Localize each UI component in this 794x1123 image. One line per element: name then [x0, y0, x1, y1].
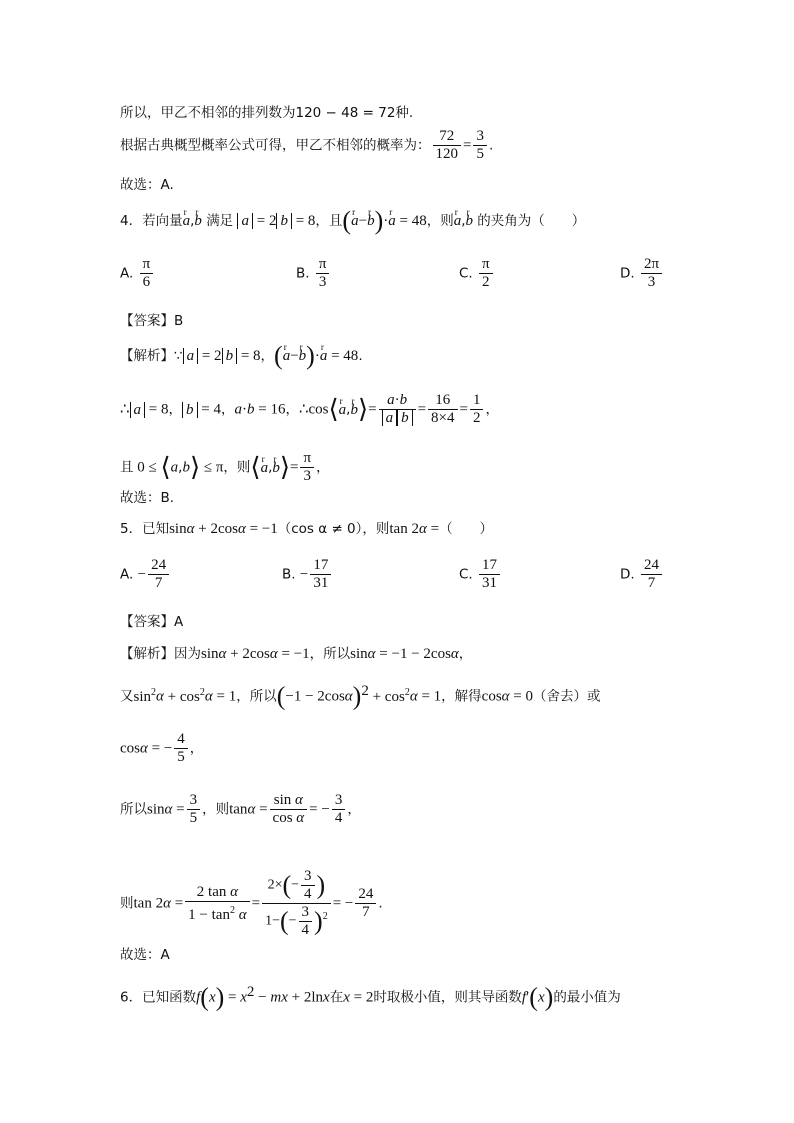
option-c: C. $\frac{\pi}{2}$ — [459, 256, 495, 291]
solution-line: 根据古典概型概率公式可得，甲乙不相邻的概率为： $\frac{72}{120}$ = $\frac{3}{5}$ . — [120, 128, 494, 162]
fraction: $\frac{72}{120}$ — [433, 128, 462, 163]
fraction: $\frac{3}{5}$ — [473, 128, 487, 163]
option-d: D. $\frac{2\pi}{3}$ — [620, 256, 664, 291]
option-a: A. − $\frac{24}{7}$ — [120, 557, 171, 592]
analysis-line: 【解析】∵ a = 2 b = 8，(r a−r b)·r a = 48. — [120, 346, 363, 366]
question-4-stem: 4．若向量r a,r b 满足 a = 2 b = 8，且(r a−r b)·r a = 48，则r a,r b 的夹角为（ ） — [120, 211, 585, 231]
answer-label: 【答案】B — [120, 313, 184, 329]
choice-line: 故选：A — [120, 947, 170, 963]
analysis-line: 【解析】因为sinα + 2cosα = −1，所以sinα = −1 − 2cosα， — [120, 646, 473, 662]
answer-label: 【答案】A — [120, 614, 184, 630]
question-6-stem: 6．已知函数$f(x) = x^2$ − mx + 2lnx在x = 2时取极小值，则其导函数f′(x)的最小值为 — [120, 982, 621, 1012]
analysis-line: 又$\sin^2\alpha + \cos^2\alpha = 1$，所以$(-1 - 2\cos\alpha)^2 + \cos^2\alpha = 1$，解得cosα = 0（舍去）或 — [120, 681, 601, 711]
question-5-stem: 5．已知sinα + 2cosα = −1（cos α ≠ 0），则tan 2α =（ ） — [120, 521, 494, 537]
option-c: C. $\frac{17}{31}$ — [459, 557, 502, 592]
analysis-line: 且 0 ≤ ⟨a,b⟩ ≤ π，则⟨r a,r b⟩= $\frac{\pi}{3}$ ， — [120, 450, 330, 485]
analysis-line: ∴ a = 8， b = 4，a·b = 16，∴cos⟨r a,r b⟩= $\frac{a\cdot b}{\text{a b}}$ = $\frac{16}{8\times 4}$ = $\frac{1}{2}$ ， — [120, 392, 499, 427]
solution-line: 所以，甲乙不相邻的排列数为120 − 48 = 72种. — [120, 105, 414, 121]
option-b: B. $\frac{\pi}{3}$ — [296, 256, 331, 291]
option-b: B. − $\frac{17}{31}$ — [282, 557, 333, 592]
analysis-line: 则tan 2α = $\frac{\text{2 tan α}}{1 - \tan^2 \alpha}$ = 2×(− $\frac{3}{4}$ ) 1−(− $\frac{3}{4}$ )$^2$ = − $\frac{24}{7}$ . — [120, 868, 383, 938]
choice-line: 故选：B. — [120, 490, 175, 506]
option-a: A. $\frac{\pi}{6}$ — [120, 256, 155, 291]
analysis-line: cosα = − $\frac{4}{5}$ ， — [120, 731, 204, 765]
choice-line: 故选：A. — [120, 177, 174, 193]
option-d: D. $\frac{24}{7}$ — [620, 557, 664, 592]
analysis-line: 所以sinα = $\frac{3}{5}$ ，则tanα = $\frac{\text{sin α}}{\text{cos α}}$ = − $\frac{3}{4}$ ， — [120, 792, 361, 826]
